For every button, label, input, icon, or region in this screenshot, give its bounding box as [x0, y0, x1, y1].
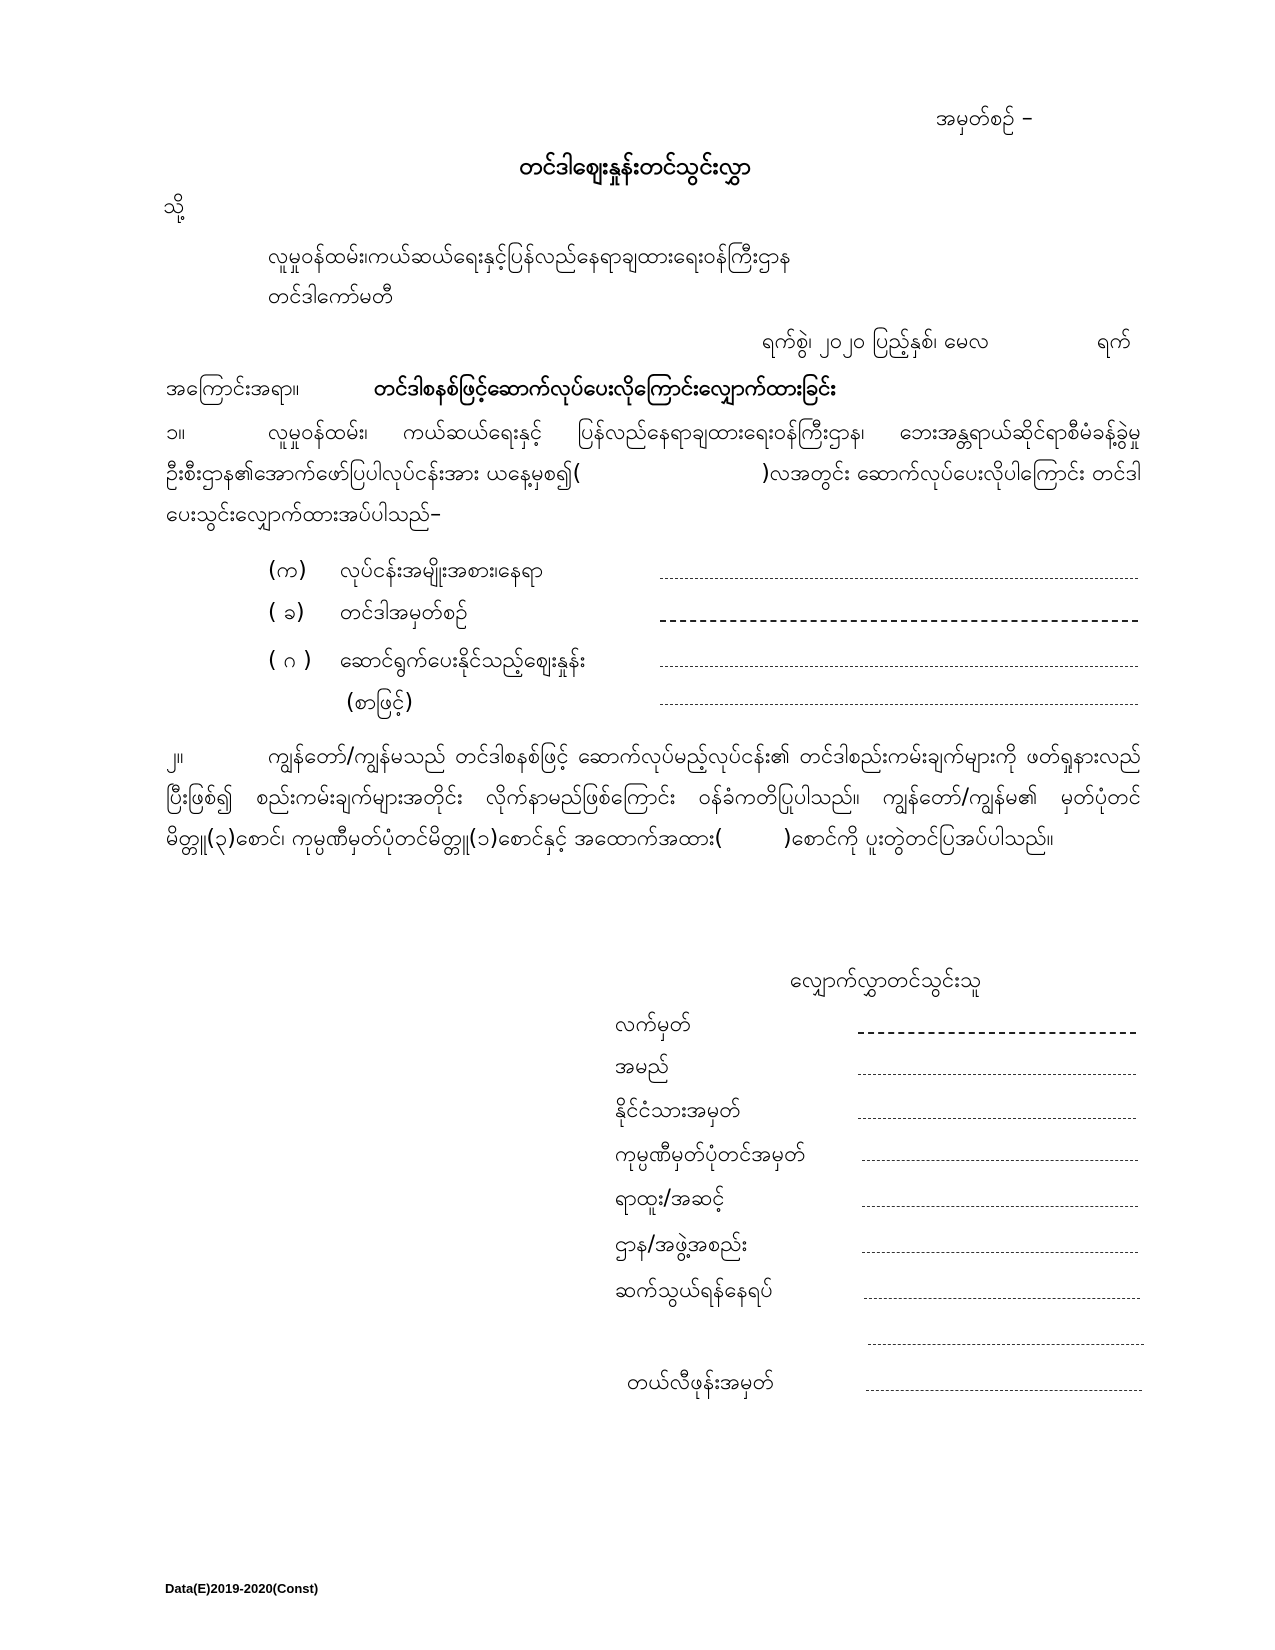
field-label-address: ဆက်သွယ်ရန်နေရပ် [615, 1278, 773, 1303]
paragraph-1-number: ၁။ [166, 420, 186, 445]
footer-document-code: Data(E)2019-2020(Const) [165, 1581, 319, 1596]
recipient-line-2: တင်ဒါကော်မတီ [268, 284, 394, 309]
recipient-to: သို့ [163, 194, 185, 219]
applicant-heading: လျှောက်လွှာတင်သွင်းသူ [790, 968, 982, 993]
field-label-signature: လက်မှတ် [615, 1012, 692, 1037]
date-line: ရက်စွဲ၊ ၂၀၂၀ ပြည့်နှစ်၊ မေလ [762, 329, 990, 354]
field-label-company-registration: ကုမ္ပဏီမှတ်ပုံတင်အမှတ် [615, 1142, 806, 1167]
recipient-line-1: လူမှုဝန်ထမ်း၊ကယ်ဆယ်ရေးနှင့်ပြန်လည်နေရာချထားရေးဝန်ကြီးဌာန [268, 244, 791, 269]
citizen-id-blank[interactable] [858, 1118, 1136, 1119]
paragraph-1 [166, 412, 1141, 535]
item-label-tender-number: တင်ဒါအမှတ်စဉ် [340, 600, 468, 625]
address-blank-2[interactable] [868, 1344, 1144, 1345]
paragraph-1-text-a: လူမှုဝန်ထမ်း၊ ကယ်ဆယ်ရေးနှင့် ပြန်လည်နေရာချထားရေးဝန်ကြီးဌာန၊ ဘေးအန္တရာယ်ဆိုင်ရာစီမံခန့်ခွဲမှုဦးစီးဌာန၏အောက်ဖော်ပြပါလုပ်ငန်းအား ယနေ့မှစ၍( [166, 420, 1141, 486]
position-blank[interactable] [862, 1206, 1138, 1207]
reference-number-label: အမှတ်စဉ် – [936, 106, 1033, 131]
work-type-location-blank[interactable] [660, 578, 1138, 579]
department-blank[interactable] [862, 1252, 1138, 1253]
field-label-name: အမည် [615, 1054, 670, 1079]
item-label-work-type-location: လုပ်ငန်းအမျိုးအစား၊နေရာ [340, 558, 544, 583]
field-label-phone: တယ်လီဖုန်းအမှတ် [627, 1370, 775, 1395]
address-blank-1[interactable] [864, 1298, 1140, 1299]
company-registration-blank[interactable] [862, 1160, 1138, 1161]
item-marker-ga: ( ဂ ) [268, 648, 312, 673]
field-label-department: ဌာန/အဖွဲ့အစည်း [615, 1232, 748, 1257]
document-title: တင်ဒါဈေးနှုန်းတင်သွင်းလွှာ [519, 152, 751, 180]
price-in-words-blank[interactable] [660, 704, 1138, 705]
signature-blank[interactable] [858, 1032, 1136, 1034]
item-marker-ka: (က) [268, 558, 307, 583]
field-label-position: ရာထူး/အဆင့် [615, 1186, 725, 1211]
subject-text: တင်ဒါစနစ်ဖြင့်ဆောက်လုပ်ပေးလိုကြောင်းလျှောက်ထားခြင်း [374, 376, 836, 401]
item-label-price: ဆောင်ရွက်ပေးနိုင်သည့်ဈေးနှုန်း [340, 648, 586, 673]
item-marker-kha: ( ခ) [268, 600, 305, 625]
paragraph-2-text-a: ကျွန်တော်/ကျွန်မသည် တင်ဒါစနစ်ဖြင့် ဆောက်လုပ်မည့်လုပ်ငန်း၏ တင်ဒါစည်းကမ်းချက်များကို ဖတ်ရှုနားလည်ပြီးဖြစ်၍ စည်းကမ်းချက်များအတိုင်း လိုက်နာမည်ဖြစ်ကြောင်း ဝန်ခံကတိပြုပါသည်။ ကျွန်တော်/ကျွန်မ၏ မှတ်ပုံတင်မိတ္တူ(၃)စောင်၊ ကုမ္ပဏီမှတ်ပုံတင်မိတ္တူ(၁)စောင်နှင့် အထောက်အထား( [166, 744, 1141, 851]
paragraph-2 [166, 736, 1141, 859]
date-day-suffix: ရက် [1097, 329, 1132, 354]
paragraph-2-number: ၂။ [166, 744, 184, 769]
price-blank[interactable] [660, 666, 1138, 667]
subject-label: အကြောင်းအရာ။ [166, 376, 300, 401]
paragraph-2-text-b: )စောင်ကို ပူးတွဲတင်ပြအပ်ပါသည်။ [783, 826, 1054, 851]
paragraph-1-text-b: )လအတွင်း ဆောက်လုပ်ပေးလိုပါကြောင်း တင်ဒါပေးသွင်းလျှောက်ထားအပ်ပါသည်– [166, 461, 1141, 527]
phone-blank[interactable] [866, 1390, 1142, 1391]
name-blank[interactable] [858, 1074, 1136, 1075]
field-label-citizen-id: နိုင်ငံသားအမှတ် [615, 1098, 741, 1123]
tender-number-blank[interactable] [660, 620, 1138, 622]
item-label-price-in-words: (စာဖြင့်) [346, 690, 414, 715]
